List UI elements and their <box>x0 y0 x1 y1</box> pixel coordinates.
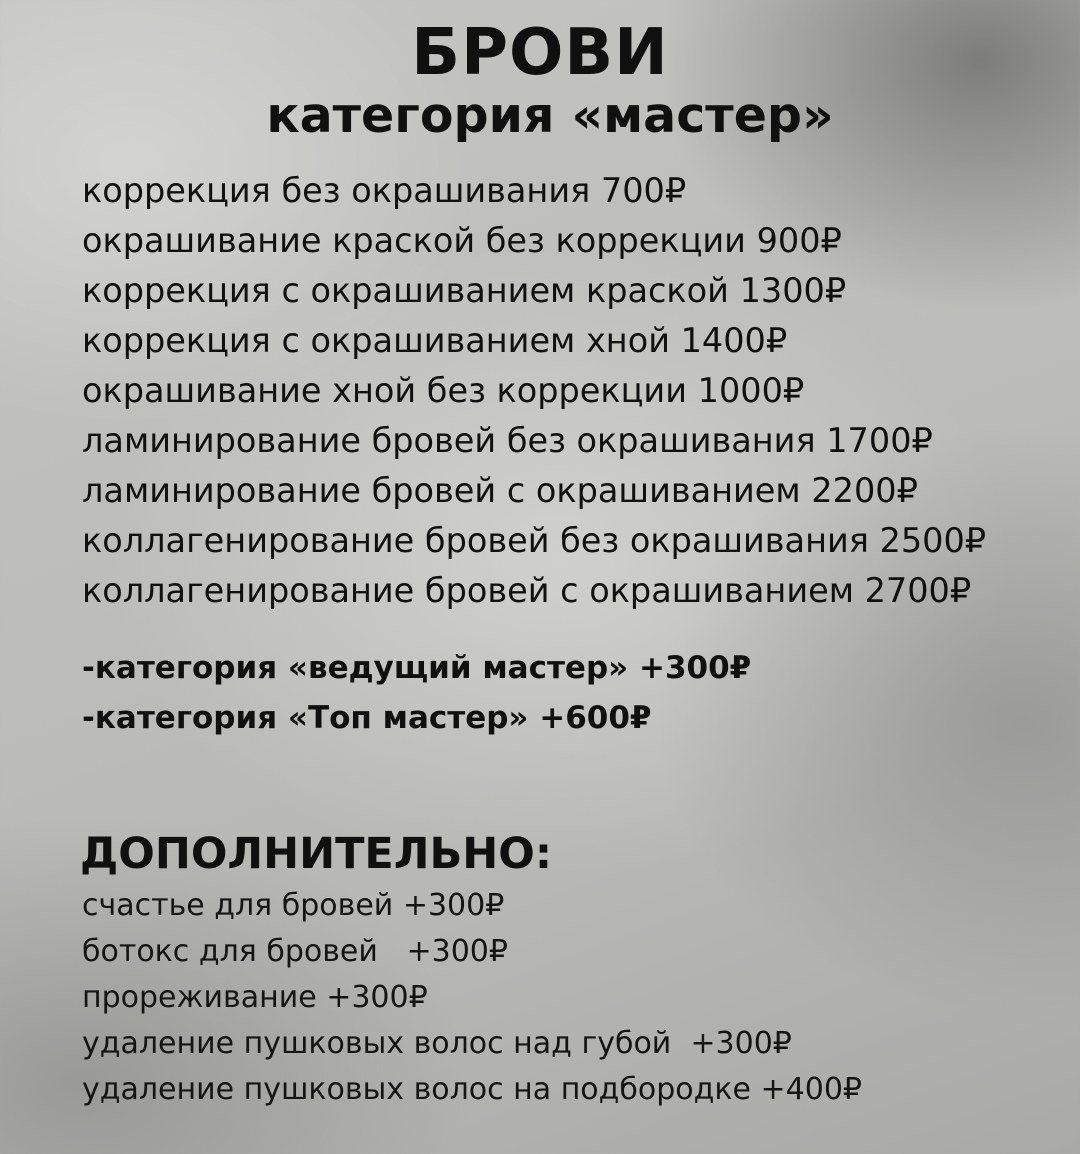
category-surcharge-item: -категория «ведущий мастер» +300₽ <box>82 650 752 686</box>
price-item: коррекция с окрашиванием краской 1300₽ <box>82 271 847 310</box>
price-item: коллагенирование бровей с окрашиванием 2700₽ <box>82 571 972 610</box>
page-subtitle: категория «мастер» <box>266 87 834 144</box>
services-price-list <box>82 166 986 616</box>
price-item: коллагенирование бровей без окрашивания 2500₽ <box>82 521 987 560</box>
category-surcharge-list <box>82 643 751 743</box>
extra-item: счастье для бровей +300₽ <box>82 888 505 923</box>
price-item: ламинирование бровей с окрашиванием 2200₽ <box>82 471 918 510</box>
page-title: БРОВИ <box>411 16 669 90</box>
extras-heading: ДОПОЛНИТЕЛЬНО: <box>80 829 553 879</box>
price-item: коррекция с окрашиванием хной 1400₽ <box>82 321 788 360</box>
extra-item: прореживание +300₽ <box>82 980 428 1015</box>
extras-list <box>82 883 862 1113</box>
price-item: окрашивание краской без коррекции 900₽ <box>82 221 842 260</box>
extra-item: удаление пушковых волос на подбородке +400₽ <box>82 1072 862 1107</box>
extra-item: ботокс для бровей +300₽ <box>82 934 508 969</box>
price-item: окрашивание хной без коррекции 1000₽ <box>82 371 805 410</box>
extra-item: удаление пушковых волос над губой +300₽ <box>82 1026 792 1061</box>
price-item: коррекция без окрашивания 700₽ <box>82 171 687 210</box>
category-surcharge-item: -категория «Топ мастер» +600₽ <box>82 700 652 736</box>
price-item: ламинирование бровей без окрашивания 1700₽ <box>82 421 933 460</box>
